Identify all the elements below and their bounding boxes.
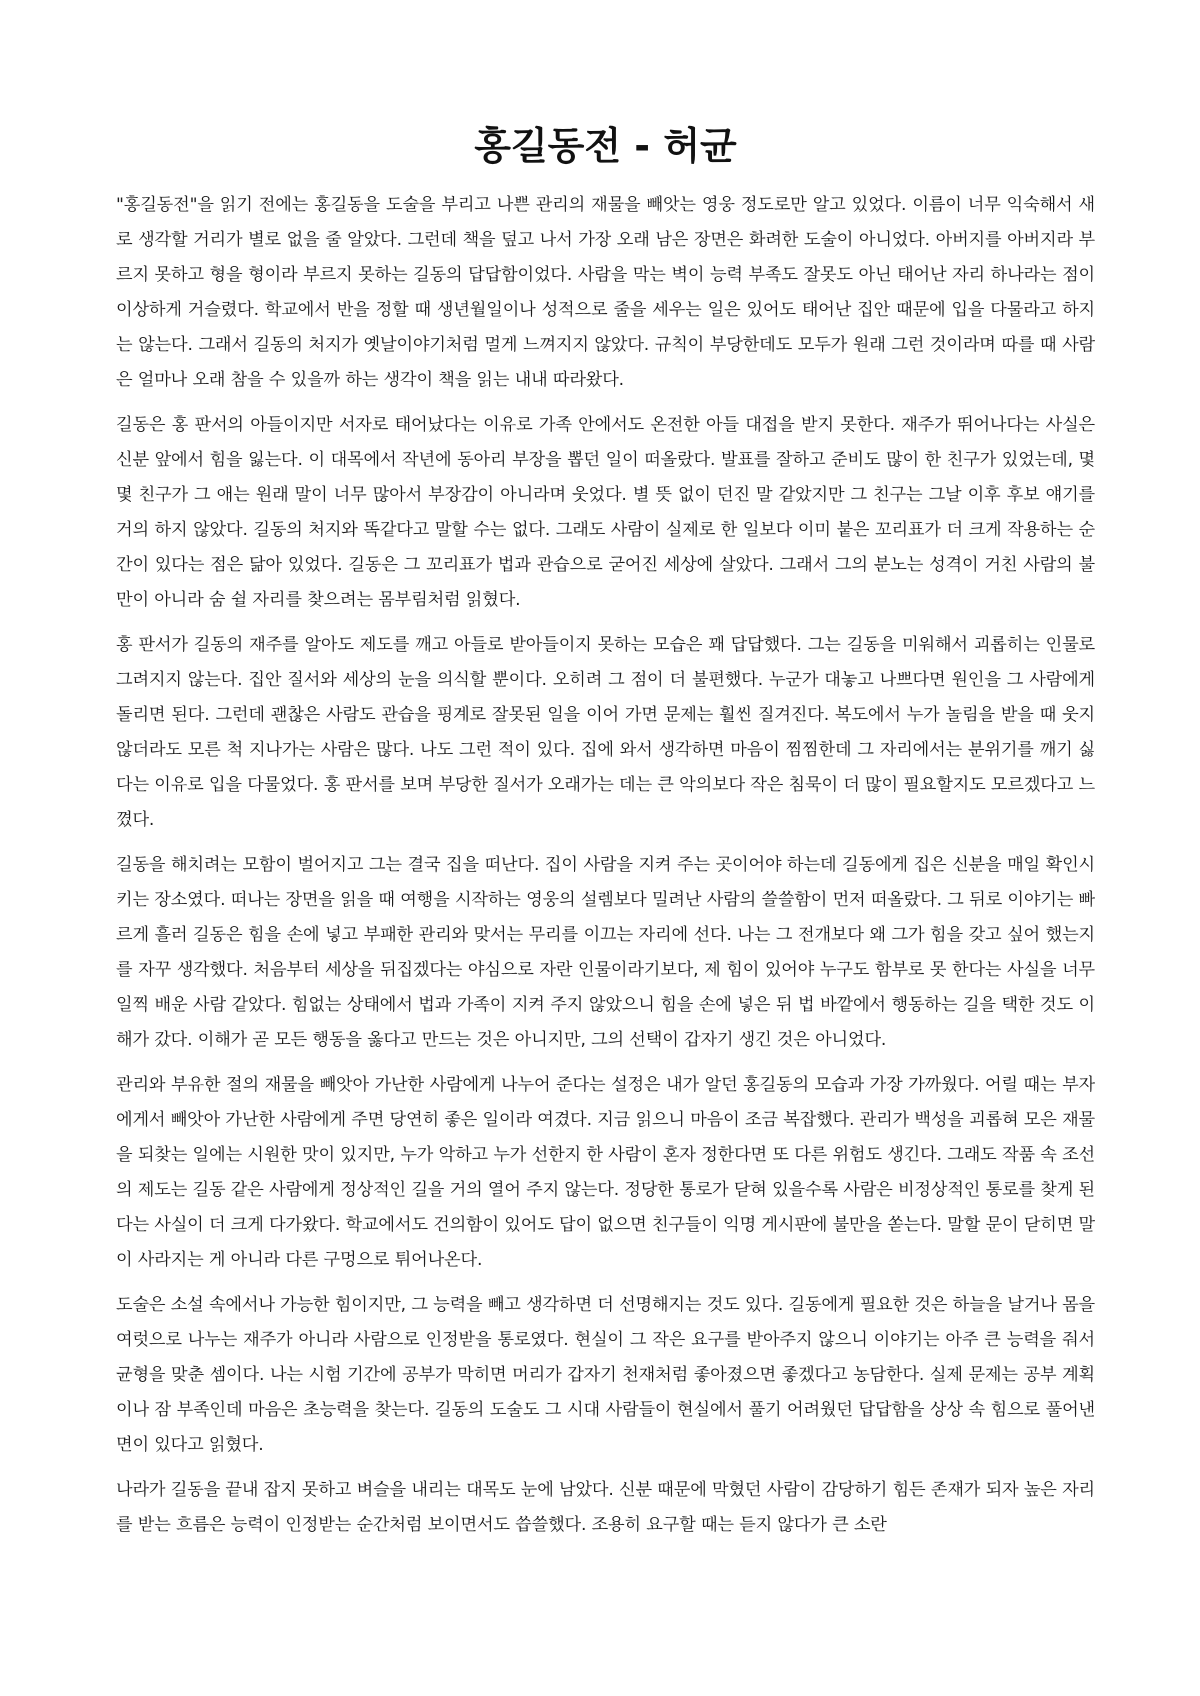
paragraph-1: "홍길동전"을 읽기 전에는 홍길동을 도술을 부리고 나쁜 관리의 재물을 빼앗는 영웅 정도로만 알고 있었다. 이름이 너무 익숙해서 새로 생각할 거리가 별로 없을 줄 알았다. 그런데 책을 덮고 나서 가장 오래 남은 장면은 화려한 도술이 아니었다. 아버지를 아버지라 부르지 못하고 형을 형이라 부르지 못하는 길동의 답답함이었다. 사람을 막는 벽이 능력 부족도 잘못도 아닌 태어난 자리 하나라는 점이 이상하게 거슬렸다. 학교에서 반을 정할 때 생년월일이나 성적으로 줄을 세우는 일은 있어도 태어난 집안 때문에 입을 다물라고 하지는 않는다. 그래서 길동의 처지가 옛날이야기처럼 멀게 느껴지지 않았다. 규칙이 부당한데도 모두가 원래 그런 것이라며 따를 때 사람은 얼마나 오래 참을 수 있을까 하는 생각이 책을 읽는 내내 따라왔다. <box>116 195 1095 390</box>
document-body <box>116 188 1095 1543</box>
document-title: 홍길동전 - 허균 <box>474 124 737 168</box>
paragraph-4: 길동을 해치려는 모함이 벌어지고 그는 결국 집을 떠난다. 집이 사람을 지켜 주는 곳이어야 하는데 길동에게 집은 신분을 매일 확인시키는 장소였다. 떠나는 장면을 읽을 때 여행을 시작하는 영웅의 설렘보다 밀려난 사람의 쓸쓸함이 먼저 떠올랐다. 그 뒤로 이야기는 빠르게 흘러 길동은 힘을 손에 넣고 부패한 관리와 맞서는 무리를 이끄는 자리에 선다. 나는 그 전개보다 왜 그가 힘을 갖고 싶어 했는지를 자꾸 생각했다. 처음부터 세상을 뒤집겠다는 야심으로 자란 인물이라기보다, 제 힘이 있어야 누구도 함부로 못 한다는 사실을 너무 일찍 배운 사람 같았다. 힘없는 상태에서 법과 가족이 지켜 주지 않았으니 힘을 손에 넣은 뒤 법 바깥에서 행동하는 길을 택한 것도 이해가 갔다. 이해가 곧 모든 행동을 옳다고 만드는 것은 아니지만, 그의 선택이 갑자기 생긴 것은 아니었다. <box>116 855 1095 1050</box>
paragraph-3: 홍 판서가 길동의 재주를 알아도 제도를 깨고 아들로 받아들이지 못하는 모습은 꽤 답답했다. 그는 길동을 미워해서 괴롭히는 인물로 그려지지 않는다. 집안 질서와 세상의 눈을 의식할 뿐이다. 오히려 그 점이 더 불편했다. 누군가 대놓고 나쁘다면 원인을 그 사람에게 돌리면 된다. 그런데 괜찮은 사람도 관습을 핑계로 잘못된 일을 이어 가면 문제는 훨씬 질겨진다. 복도에서 누가 놀림을 받을 때 웃지 않더라도 모른 척 지나가는 사람은 많다. 나도 그런 적이 있다. 집에 와서 생각하면 마음이 찜찜한데 그 자리에서는 분위기를 깨기 싫다는 이유로 입을 다물었다. 홍 판서를 보며 부당한 질서가 오래가는 데는 큰 악의보다 작은 침묵이 더 많이 필요할지도 모르겠다고 느꼈다. <box>116 635 1095 830</box>
paragraph-7: 나라가 길동을 끝내 잡지 못하고 벼슬을 내리는 대목도 눈에 남았다. 신분 때문에 막혔던 사람이 감당하기 힘든 존재가 되자 높은 자리를 받는 흐름은 능력이 인정받는 순간처럼 보이면서도 씁쓸했다. 조용히 요구할 때는 듣지 않다가 큰 소란 <box>116 1480 1095 1535</box>
paragraph-2: 길동은 홍 판서의 아들이지만 서자로 태어났다는 이유로 가족 안에서도 온전한 아들 대접을 받지 못한다. 재주가 뛰어나다는 사실은 신분 앞에서 힘을 잃는다. 이 대목에서 작년에 동아리 부장을 뽑던 일이 떠올랐다. 발표를 잘하고 준비도 많이 한 친구가 있었는데, 몇몇 친구가 그 애는 원래 말이 너무 많아서 부장감이 아니라며 웃었다. 별 뜻 없이 던진 말 같았지만 그 친구는 그날 이후 후보 얘기를 거의 하지 않았다. 길동의 처지와 똑같다고 말할 수는 없다. 그래도 사람이 실제로 한 일보다 이미 붙은 꼬리표가 더 크게 작용하는 순간이 있다는 점은 닮아 있었다. 길동은 그 꼬리표가 법과 관습으로 굳어진 세상에 살았다. 그래서 그의 분노는 성격이 거친 사람의 불만이 아니라 숨 쉴 자리를 찾으려는 몸부림처럼 읽혔다. <box>116 415 1095 610</box>
paragraph-5: 관리와 부유한 절의 재물을 빼앗아 가난한 사람에게 나누어 준다는 설정은 내가 알던 홍길동의 모습과 가장 가까웠다. 어릴 때는 부자에게서 빼앗아 가난한 사람에게 주면 당연히 좋은 일이라 여겼다. 지금 읽으니 마음이 조금 복잡했다. 관리가 백성을 괴롭혀 모은 재물을 되찾는 일에는 시원한 맛이 있지만, 누가 악하고 누가 선한지 한 사람이 혼자 정한다면 또 다른 위험도 생긴다. 그래도 작품 속 조선의 제도는 길동 같은 사람에게 정상적인 길을 거의 열어 주지 않는다. 정당한 통로가 닫혀 있을수록 사람은 비정상적인 통로를 찾게 된다는 사실이 더 크게 다가왔다. 학교에서도 건의함이 있어도 답이 없으면 친구들이 익명 게시판에 불만을 쏟는다. 말할 문이 닫히면 말이 사라지는 게 아니라 다른 구멍으로 튀어나온다. <box>116 1075 1095 1270</box>
paragraph-6: 도술은 소설 속에서나 가능한 힘이지만, 그 능력을 빼고 생각하면 더 선명해지는 것도 있다. 길동에게 필요한 것은 하늘을 날거나 몸을 여럿으로 나누는 재주가 아니라 사람으로 인정받을 통로였다. 현실이 그 작은 요구를 받아주지 않으니 이야기는 아주 큰 능력을 줘서 균형을 맞춘 셈이다. 나는 시험 기간에 공부가 막히면 머리가 갑자기 천재처럼 좋아졌으면 좋겠다고 농담한다. 실제 문제는 공부 계획이나 잠 부족인데 마음은 초능력을 찾는다. 길동의 도술도 그 시대 사람들이 현실에서 풀기 어려웠던 답답함을 상상 속 힘으로 풀어낸 면이 있다고 읽혔다. <box>116 1295 1095 1455</box>
